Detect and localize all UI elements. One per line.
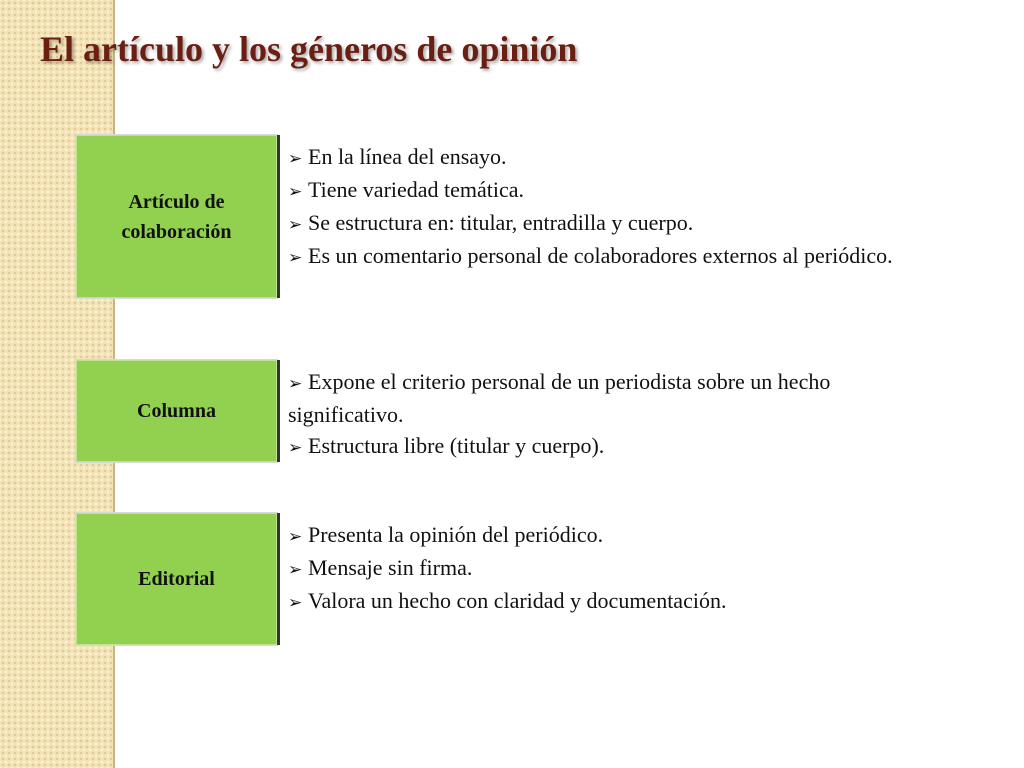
arrow-bullet-icon: ➢ (288, 182, 303, 201)
bullet-text: Se estructura en: titular, entradilla y cuerpo. (308, 210, 694, 235)
arrow-bullet-icon: ➢ (288, 527, 303, 546)
arrow-bullet-icon: ➢ (288, 438, 303, 457)
bullet-item (288, 240, 938, 273)
bullet-text: Valora un hecho con claridad y documentación. (308, 588, 727, 613)
arrow-bullet-icon: ➢ (288, 593, 303, 612)
label-editorial: Editorial (138, 568, 215, 590)
arrow-bullet-icon: ➢ (288, 374, 303, 393)
row-columna (76, 360, 946, 462)
row-articulo-colaboracion (76, 135, 946, 298)
bullet-item (288, 585, 938, 618)
bullet-list-articulo-colaboracion (288, 141, 938, 273)
bullet-text: Expone el criterio personal de un periodista sobre un hecho significativo. (288, 369, 831, 427)
slide-title: El artículo y los géneros de opinión (40, 29, 578, 69)
bullet-text: En la línea del ensayo. (308, 144, 507, 169)
bullet-text: Estructura libre (titular y cuerpo). (308, 433, 605, 458)
row-divider (277, 360, 280, 462)
bullet-text: Presenta la opinión del periódico. (308, 522, 604, 547)
arrow-bullet-icon: ➢ (288, 248, 303, 267)
row-divider (277, 135, 280, 298)
bullet-list-editorial (288, 519, 938, 618)
arrow-bullet-icon: ➢ (288, 560, 303, 579)
bullet-text: Tiene variedad temática. (308, 177, 525, 202)
bullet-list-columna (288, 366, 938, 463)
label-box-editorial (76, 513, 277, 645)
row-divider (277, 513, 280, 645)
arrow-bullet-icon: ➢ (288, 215, 303, 234)
label-box-columna (76, 360, 277, 462)
bullet-item (288, 207, 938, 240)
bullet-item (288, 552, 938, 585)
bullet-text: Es un comentario personal de colaboradores externos al periódico. (308, 243, 893, 268)
bullet-item (288, 366, 938, 430)
bullet-item (288, 174, 938, 207)
bullet-item (288, 519, 938, 552)
arrow-bullet-icon: ➢ (288, 149, 303, 168)
bullet-text: Mensaje sin firma. (308, 555, 473, 580)
label-articulo-colaboracion: Artículo de colaboración (121, 190, 232, 243)
label-box-articulo-colaboracion (76, 135, 277, 298)
bullet-item (288, 141, 938, 174)
bullet-item (288, 430, 938, 463)
row-editorial (76, 513, 946, 645)
label-columna: Columna (137, 400, 216, 422)
